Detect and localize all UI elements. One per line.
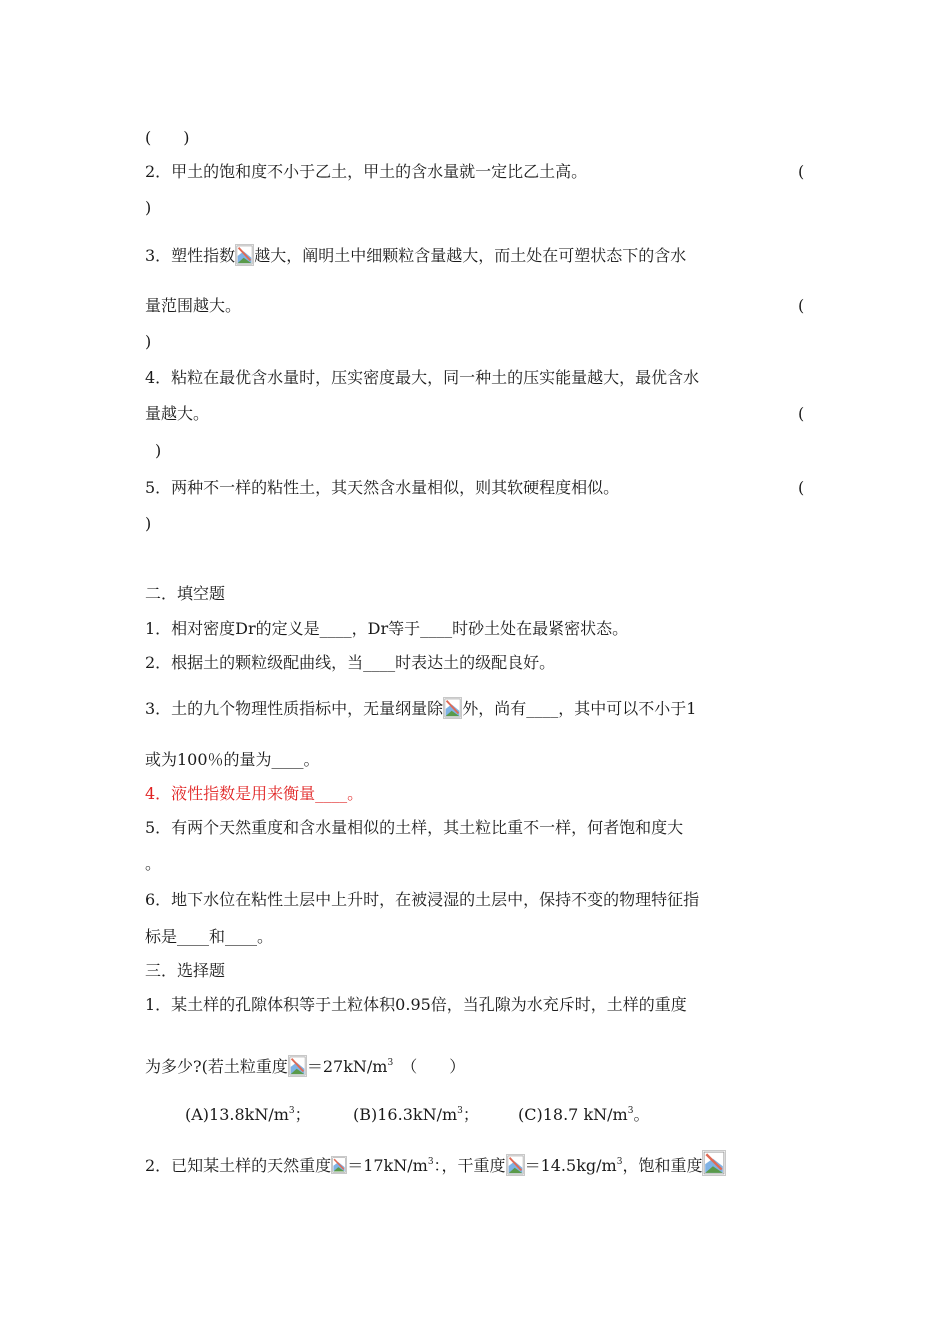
section-title-fill-blank: 二．填空题 <box>145 584 226 603</box>
answer-paren-q1: ( ) <box>145 128 190 147</box>
option-b: $(B)16.3kN/m^3$； <box>353 1105 479 1124</box>
choice-q1-cont: 为多少?(若土粒重度 $=27kN/m^3$ （ ） <box>145 1057 466 1076</box>
option-c: (C)18.7 $kN/m^3$。 <box>518 1105 650 1124</box>
answer-paren-close: ) <box>155 441 162 460</box>
fill-q5: 5．有两个天然重度和含水量相似的土样，其土粒比重不一样，何者饱和度大 <box>145 818 684 837</box>
fill-q3-cont: 或为100％的量为____。 <box>145 750 320 769</box>
answer-paren-close: ) <box>145 514 152 533</box>
choice-q2: 2．已知某土样的天然重度 $=17kN/m^3$：，干重度 $=14.5kg/m^3$，饱和重度 <box>145 1150 726 1177</box>
answer-paren-open: ( <box>798 296 805 315</box>
fill-q1: 1．相对密度Dr的定义是____，Dr等于____时砂土处在最紧密状态。 <box>145 619 629 638</box>
choice-q1-options <box>185 1104 649 1126</box>
answer-paren-close: ) <box>145 332 152 351</box>
formula-image-icon <box>702 1150 726 1176</box>
answer-paren-close: ) <box>145 198 152 217</box>
answer-paren-open: ( <box>798 478 805 497</box>
answer-paren-open: ( <box>798 162 805 181</box>
fill-q2: 2．根据土的颗粒级配曲线，当____时表达土的级配良好。 <box>145 653 556 672</box>
fill-q5-cont: 。 <box>145 854 162 873</box>
formula-image-icon <box>331 1156 347 1174</box>
judge-q3: 3．塑性指数 越大，阐明土中细颗粒含量越大，而土处在可塑状态下的含水 <box>145 246 687 265</box>
judge-q3-cont: 量范围越大。 <box>145 296 242 315</box>
option-a: $(A)13.8kN/m^3$； <box>185 1105 311 1124</box>
fill-q4-highlighted: 4．液性指数是用来衡量____。 <box>145 784 364 803</box>
section-title-choice: 三．选择题 <box>145 961 226 980</box>
formula-image-icon <box>288 1055 307 1077</box>
formula-image-icon <box>235 244 254 266</box>
judge-q4-cont: 量越大。 <box>145 404 210 423</box>
formula-image-icon <box>506 1154 525 1176</box>
fill-q3: 3．土的九个物理性质指标中，无量纲量除 外，尚有____，其中可以不小于1 <box>145 699 697 718</box>
judge-q4: 4．粘粒在最优含水量时，压实密度最大，同一种土的压实能量越大，最优含水 <box>145 368 700 387</box>
formula-image-icon <box>443 697 462 719</box>
judge-q2: 2．甲土的饱和度不小于乙土，甲土的含水量就一定比乙土高。 <box>145 162 588 181</box>
choice-q1: 1．某土样的孔隙体积等于土粒体积0.95倍，当孔隙为水充斥时，土样的重度 <box>145 995 687 1014</box>
judge-q5: 5．两种不一样的粘性土，其天然含水量相似，则其软硬程度相似。 <box>145 478 620 497</box>
fill-q6: 6．地下水位在粘性土层中上升时，在被浸湿的土层中，保持不变的物理特征指 <box>145 890 700 909</box>
fill-q6-cont: 标是____和____。 <box>145 927 274 946</box>
answer-paren-open: ( <box>798 404 805 423</box>
